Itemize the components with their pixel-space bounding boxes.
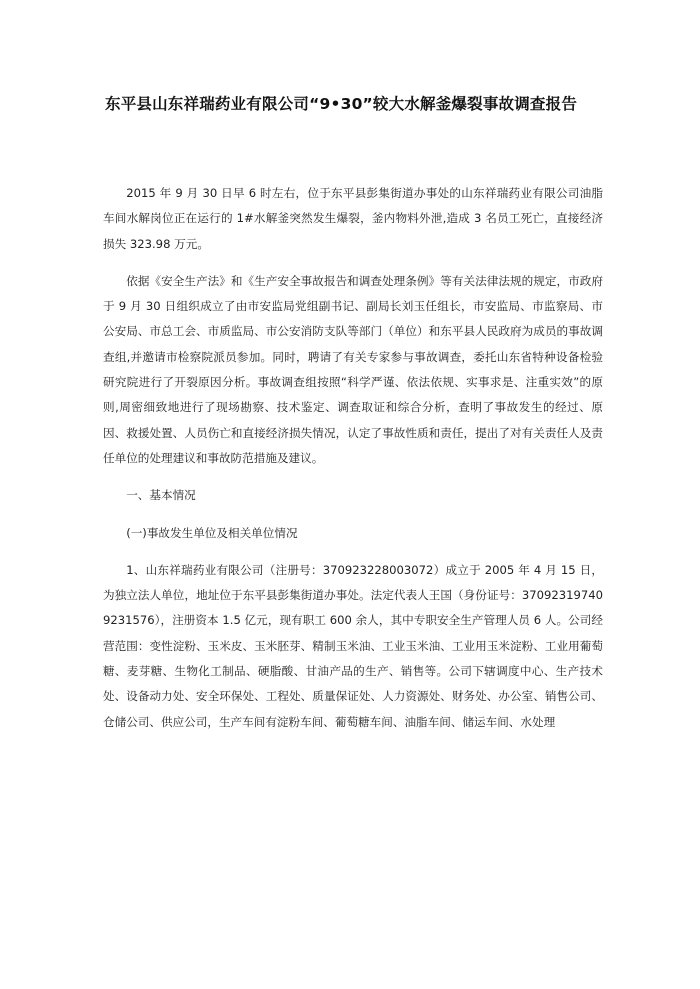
investigation-basis-paragraph: 依据《安全生产法》和《生产安全事故报告和调查处理条例》等有关法律法规的规定，市政府于 9 月 30 日组织成立了由市安监局党组副书记、副局长刘玉任组长，市安监局、市监察局、市公安局、市总工会、市质监局、市公安消防支队等部门（单位）和东平县人民政府为成员的事故调查组,并邀请市检察院派员参加。同时，聘请了有关专家参与事故调查，委托山东省特种设备检验研究院进行了开裂原因分析。事故调查组按照“科学严谨、依法依规、实事求是、注重实效”的原则,周密细致地进行了现场勘察、技术鉴定、调查取证和综合分析，查明了事故发生的经过、原因、救援处置、人员伤亡和直接经济损失情况，认定了事故性质和责任，提出了对有关责任人及责任单位的处理建议和事故防范措施及建议。 [103, 273, 603, 465]
accident-summary-paragraph: 2015 年 9 月 30 日早 6 时左右，位于东平县彭集街道办事处的山东祥瑞药业有限公司油脂车间水解岗位正在运行的 1#水解釜突然发生爆裂，釜内物料外泄,造成 3 名员工死亡，直接经济损失 323.98 万元。 [103, 186, 603, 251]
company-info-paragraph: 1、山东祥瑞药业有限公司（注册号：370923228003072）成立于 2005 年 4 月 15 日，为独立法人单位，地址位于东平县彭集街道办事处。法定代表人王国（身份证号：370923197409231576），注册资本 1.5 亿元，现有职工 600 余人，其中专职安全生产管理人员 6 人。公司经营范围：变性淀粉、玉米皮、玉米胚芽、精制玉米油、工业玉米油、工业用玉米淀粉、工业用葡萄糖、麦芽糖、生物化工制品、硬脂酸、甘油产品的生产、销售等。公司下辖调度中心、生产技术处、设备动力处、安全环保处、工程处、质量保证处、人力资源处、财务处、办公室、销售公司、仓储公司、供应公司，生产车间有淀粉车间、葡萄糖车间、油脂车间、储运车间、水处理 [103, 562, 603, 729]
subsection-heading-units: (一)事故发生单位及相关单位情况 [126, 525, 298, 540]
report-title: 东平县山东祥瑞药业有限公司“9•30”较大水解釜爆裂事故调查报告 [105, 95, 578, 113]
section-heading-basic-info: 一、基本情况 [126, 488, 196, 503]
report-body [103, 181, 603, 735]
